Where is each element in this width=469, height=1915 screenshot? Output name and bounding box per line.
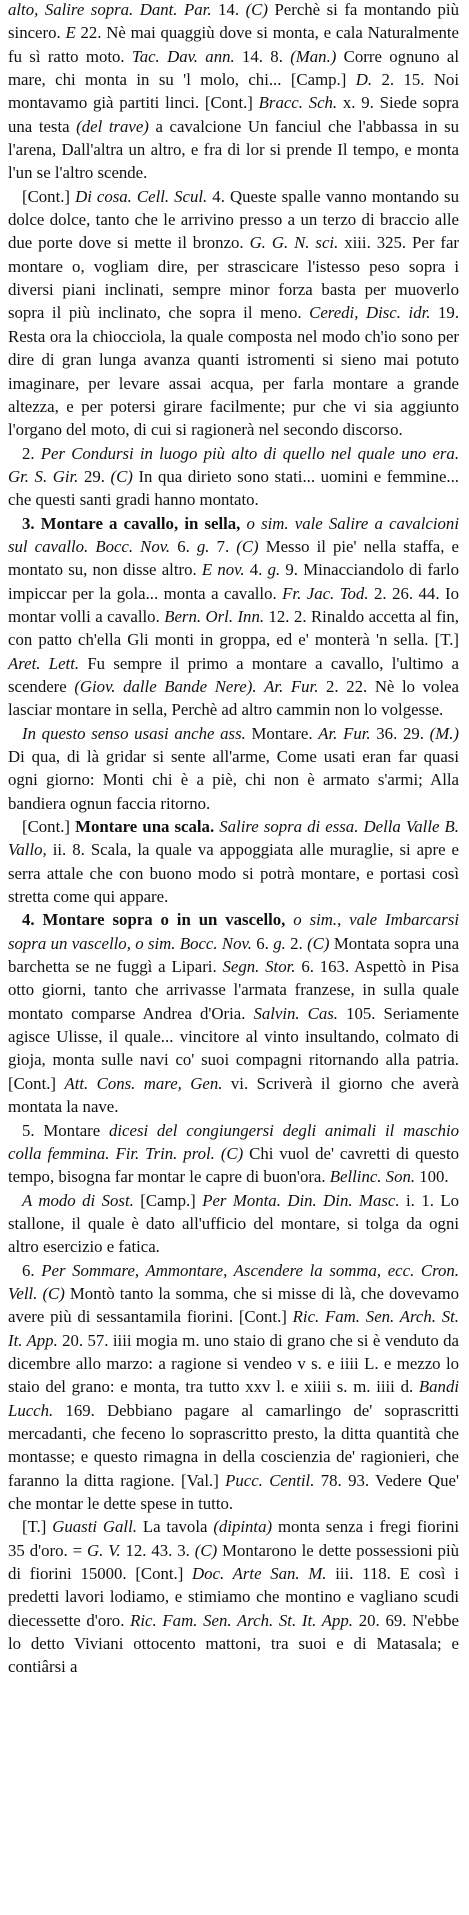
text-run: Montò tanto la somma, che si misse di là, che dovevamo avere più di sessantamila fiorini. [Cont.] — [8, 1283, 459, 1327]
italic-text: dicesi del congiungersi degli animali il maschio colla femmina. Fir. Trin. prol. — [8, 1120, 460, 1163]
italic-text: Di cosa. Cell. Scul. — [75, 186, 208, 206]
italic-text: Ric. Fam. Sen. Arch. St. It. App. — [130, 1610, 353, 1630]
entry-paragraph — [8, 1189, 459, 1259]
text-run: monta senza i fregi fiorini 35 d'oro. = — [8, 1517, 459, 1560]
text-run: [T.] — [22, 1517, 53, 1537]
text-run: 4. Queste spalle vanno montando su dolce dolce, tanto che le arrivino presso a un terzo di braccio alle due porte dove si mette il bronzo. — [8, 186, 459, 253]
text-run: 20. 57. iiii mogia m. uno staio di grano che si è venduto da dicembre allo marzo: a ragione si vendeo v s. e iiii L. e mezzo lo staio del grano: e monta, tra tutto xxv l. e xiiii s. m. iiii d. — [8, 1330, 459, 1397]
italic-text: Pucc. Centil. — [225, 1470, 315, 1490]
italic-text: Bern. Orl. Inn. — [164, 606, 265, 626]
italic-text: Ric. Fam. Sen. Arch. St. It. App. — [8, 1307, 459, 1350]
text-run: 4. — [244, 560, 268, 580]
italic-text: (C) — [307, 933, 330, 953]
italic-text: Bracc. Sch. — [258, 93, 338, 113]
text-run: 36. 29. — [370, 723, 430, 743]
italic-text: Doc. Arte San. M. — [192, 1564, 327, 1584]
entry-paragraph — [8, 908, 459, 1118]
text-run: 2. 26. 44. Io montar volli a cavallo. — [8, 583, 459, 626]
text-run: 100. — [415, 1167, 449, 1187]
text-run: 12. 43. 3. — [120, 1540, 195, 1560]
italic-text: o sim. vale Salire a cavalcioni sul cavallo. Bocc. Nov. — [8, 513, 459, 556]
italic-text: Segn. Stor. — [222, 957, 296, 977]
italic-text: g. — [267, 560, 281, 580]
italic-text: G. V. — [87, 1540, 121, 1560]
text-run: 9. Minacciandolo di farlo impiccar per la gola... monta a cavallo. — [8, 560, 460, 603]
text-run: iii. 118. E così i predetti lavori lodiamo, e stimiamo che montino e vagliano scudi diecessette d'oro. — [8, 1564, 459, 1630]
italic-text: Ar. Fur. — [318, 723, 371, 743]
italic-text: (C) — [236, 536, 259, 556]
entry-paragraph — [8, 1259, 459, 1516]
text-run: 6. 163. Aspettò in Pisa otto giorni, tanto che arrivasse l'armata franzese, in sulla quale montato comparse Andrea d'Oria. — [8, 957, 460, 1023]
text-run: 7. — [209, 536, 237, 556]
text-run: 20. 69. N'ebbe lo detto Viviani ottocento mattoni, tra suoi e di Matasala; e contiârsi a — [8, 1610, 459, 1677]
text-run: xiii. 325. Per far montare o, vogliam dire, per strascicare l'istesso peso sopra i diversi piani inclinati, sempre minor forza basta per muoverlo sopra il più inclinato, che sopra il meno. — [8, 233, 459, 323]
italic-text: Ceredi, Disc. idr. — [309, 303, 431, 323]
italic-text: G. G. N. sci. — [249, 233, 339, 253]
text-run: Montare. — [245, 723, 319, 743]
text-run: 29. — [78, 466, 111, 486]
text-run: Montarono le dette possessioni più di fiorini 15000. [Cont.] — [8, 1540, 459, 1584]
text-run: 2. 22. Nè lo volea lasciar montare in sella, Perchè ad altro cammin non lo volgesse. — [8, 676, 460, 720]
text-run: [Cont.] — [22, 186, 76, 206]
italic-text: Ar. Fur. — [264, 676, 319, 696]
text-run: i. 1. Lo stallone, il quale è dato all'ufficio del montare, si tolga da ogni altro esercizio e fatica. — [8, 1190, 459, 1257]
text-run: 6. — [251, 933, 274, 953]
text-run: 78. 93. Vedere Que' che montar le dette spese in tutto. — [8, 1470, 459, 1513]
italic-text: (del trave) — [76, 116, 149, 136]
italic-text: In questo senso usasi anche ass. — [22, 723, 246, 743]
text-run: In qua dirieto sono stati... uomini e femmine... che questi santi gradi hanno montato. — [8, 466, 460, 510]
text-run: 2. — [22, 443, 41, 463]
text-run: Corre ognuno al mare, chi monta in su 'l molo, chi... [Camp.] — [8, 46, 459, 90]
text-run: La tavola — [136, 1517, 214, 1537]
text-run: Di qua, di là gridar si sente all'arme, Come usati eran far quasi ogni giorno: Monti chi è a piè, chi non è armato s'armi; Alla bandiera ognun faccia ritorno. — [8, 747, 459, 813]
italic-text: (C) — [42, 1283, 65, 1303]
text-run: Messo il pie' nella staffa, e montato su, non disse altro. — [8, 536, 459, 580]
italic-text: (C) — [245, 0, 268, 19]
text-run: 169. Debbiano pagare al camarlingo de' soprascritti mercadanti, che feceno lo soprascritto presto, la ditta quantità che montasse; e questo rimagna in della coscienzia de' ragionieri, che faranno la ditta ragione. [Val.] — [8, 1400, 459, 1490]
bold-heading: 4. Montare sopra o in un vascello, — [22, 910, 286, 930]
italic-text: A modo di Sost. — [22, 1190, 134, 1210]
text-run: 6. — [22, 1260, 42, 1280]
italic-text: (C) — [110, 466, 133, 486]
text-run: [Cont.] — [22, 817, 76, 837]
italic-text: Per Monta. Din. Din. Masc. — [202, 1190, 400, 1210]
text-run: 14. 8. — [234, 46, 291, 66]
italic-text: Salvin. Cas. — [253, 1003, 338, 1023]
text-run: [Camp.] — [133, 1190, 203, 1210]
italic-text: (C) — [194, 1540, 218, 1560]
italic-text: Fr. Jac. Tod. — [282, 583, 369, 603]
text-run: 19. Resta ora la chiocciola, la quale composta nel modo ch'io sono per dire di gran lunga avanza quanti istromenti si sieno mai potuto imaginare, per levare assai acqua, per farla montare a grande altezza, e per potersi girare facilmente; pur che vi sia aggiunto l'organo del moto, di cui si ragionerà nel secondo discorso. — [8, 303, 460, 440]
entry-paragraph — [8, 815, 459, 908]
text-run: 2. 15. Noi montavamo già partiti linci. [Cont.] — [8, 70, 459, 113]
italic-text: Guasti Gall. — [52, 1517, 137, 1537]
italic-text: Tac. Dav. ann. — [131, 46, 235, 66]
entry-paragraph — [8, 185, 459, 442]
italic-text: Att. Cons. mare, Gen. — [64, 1073, 223, 1093]
text-run: Montata sopra una barchetta se ne fuggì a Lipari. — [8, 933, 460, 977]
text-run: 12. 2. Rinaldo accetta al fin, con patto ch'ella Gli monti in groppa, ed e' monterà 'n sella. [T.] — [8, 606, 460, 650]
bold-heading: 3. Montare a cavallo, in sella, — [22, 513, 241, 533]
text-run: Chi vuol de' cavretti di questo tempo, bisogna far montar le capre di buon'ora. — [8, 1143, 459, 1187]
text-run: Fu sempre il primo a montare a cavallo, l'ultimo a scendere — [8, 653, 459, 696]
italic-text: g. — [273, 933, 286, 953]
text-run: vi. Scriverà il giorno che averà montata la nave. — [8, 1073, 459, 1117]
text-run: 105. Seriamente agisce Ulisse, il quale... vincitore al vinto insultando, colmato di gioja, monta sulle navi co' suoi compagni ritornando alla patria. [Cont.] — [8, 1003, 459, 1093]
italic-text: Per Sommare, Ammontare, Ascendere la somma, ecc. Cron. Vell. — [8, 1260, 459, 1303]
italic-text: (dipinta) — [213, 1517, 273, 1537]
entry-paragraph — [8, 722, 459, 815]
text-run: Perchè si fa montando più sincero. — [8, 0, 459, 43]
bold-heading: Montare una scala. — [75, 817, 215, 837]
italic-text: Salire sopra di essa. Della Valle B. Vallo, — [8, 817, 459, 860]
italic-text: (C) — [220, 1143, 244, 1163]
italic-text: Per Condursi in luogo più alto di quello nel quale uno era. Gr. S. Gir. — [8, 443, 460, 486]
entry-paragraph — [8, 442, 459, 512]
entry-paragraph — [8, 0, 459, 185]
text-column — [8, 0, 459, 1679]
italic-text: Bellinc. Son. — [329, 1167, 416, 1187]
text-run: ii. 8. Scala, la quale va appoggiata alle muraglie, si apre e serra attale che con buono modo si potrà montare, e portasi così stretta come qui appare. — [8, 840, 459, 907]
italic-text: alto, Salire sopra. Dant. Par. — [8, 0, 212, 19]
entry-paragraph — [8, 1515, 459, 1678]
italic-text: o sim., vale Imbarcarsi sopra un vascello, o sim. Bocc. Nov. — [8, 910, 459, 953]
text-run — [257, 677, 265, 696]
text-run: 5. Montare — [22, 1120, 109, 1140]
italic-text: (Man.) — [290, 46, 337, 66]
italic-text: Aret. Lett. — [8, 653, 80, 673]
italic-text: D. — [355, 70, 373, 90]
text-run: a cavalcione Un fanciul che l'abbassa in su l'arena, Dall'altra un altro, e fra di lor si prende Il tempo, e monta l'un se l'altro scende. — [8, 116, 460, 183]
text-run: 14. — [211, 0, 246, 19]
italic-text: g. — [196, 536, 210, 556]
italic-text: E — [65, 23, 76, 43]
text-run: 2. — [285, 933, 308, 953]
italic-text: E nov. — [201, 560, 245, 580]
italic-text: (Giov. dalle Bande Nere). — [74, 676, 257, 696]
text-run: 22. Nè mai quaggiù dove si monta, e cala Naturalmente fu sì ratto moto. — [8, 23, 459, 66]
italic-text: (M.) — [429, 723, 460, 743]
text-run: 6. — [170, 536, 197, 556]
text-run: x. 9. Siede sopra una testa — [8, 93, 460, 136]
entry-paragraph — [8, 512, 459, 722]
italic-text: Bandi Lucch. — [8, 1377, 459, 1420]
entry-paragraph — [8, 1119, 459, 1189]
